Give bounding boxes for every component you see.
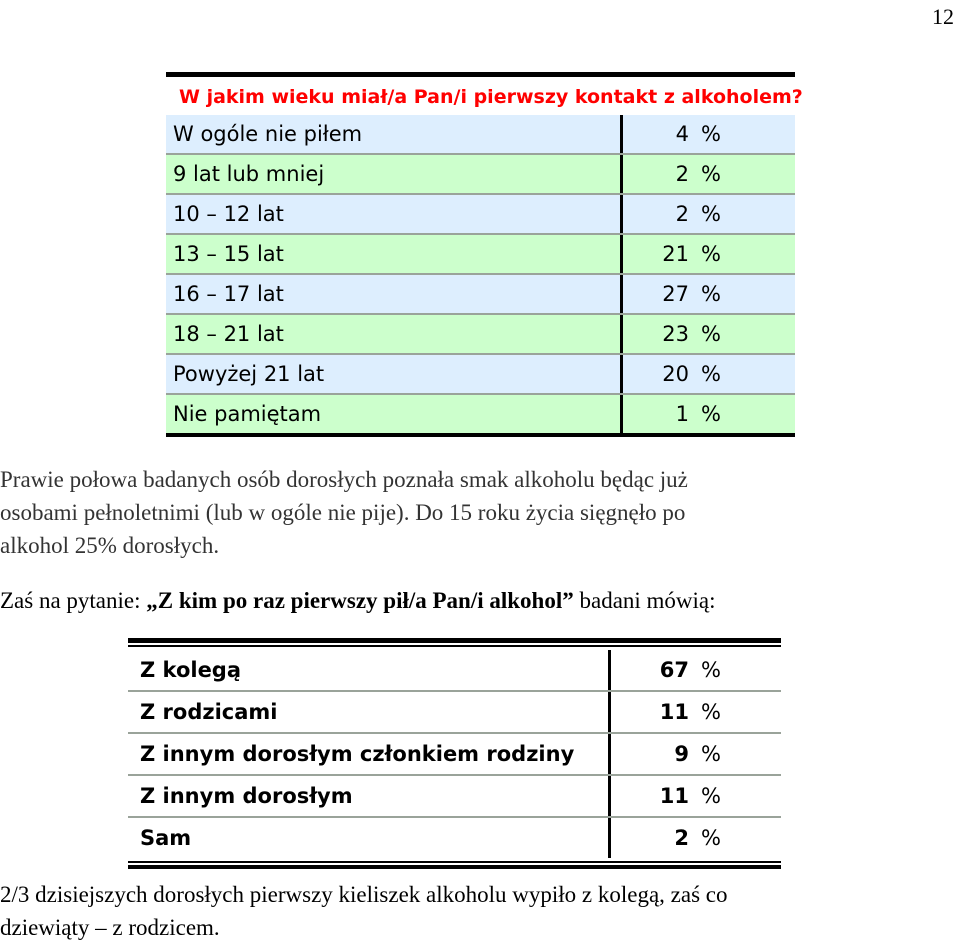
row-value: 9: [674, 742, 689, 766]
row-value: 20: [662, 362, 689, 386]
table-bottom-border: [128, 865, 781, 869]
table-row: [166, 355, 795, 395]
row-label: Sam: [128, 818, 611, 858]
table-row: [128, 734, 781, 776]
row-unit: %: [701, 362, 721, 386]
paragraph-line: 2/3 dzisiejszych dorosłych pierwszy kieliszek alkoholu wypiło z kolegą, zaś co: [0, 882, 728, 907]
row-value: 67: [659, 658, 689, 682]
paragraph-line: Prawie połowa badanych osób dorosłych poznała smak alkoholu będąc już: [0, 467, 688, 492]
row-label: Z innym dorosłym: [128, 776, 611, 816]
table-row: [128, 818, 781, 858]
table-row: [128, 776, 781, 818]
row-label: Z rodzicami: [128, 692, 611, 732]
table-body: [166, 115, 795, 433]
row-value: 4: [675, 122, 689, 146]
table-row: [166, 275, 795, 315]
row-label: W ogóle nie piłem: [166, 115, 623, 153]
table-title: W jakim wieku miał/a Pan/i pierwszy kontakt z alkoholem?: [166, 77, 795, 115]
paragraph-age-summary: [0, 463, 960, 562]
question-prefix: Zaś na pytanie:: [0, 588, 147, 613]
row-value: 11: [659, 700, 689, 724]
row-value: 21: [662, 242, 689, 266]
table-bottom-border: [166, 433, 795, 437]
row-unit: %: [701, 322, 721, 346]
row-unit: %: [701, 202, 721, 226]
paragraph-company-summary: [0, 878, 960, 944]
row-value: 1: [675, 402, 689, 426]
row-unit: %: [701, 700, 721, 724]
paragraph-line: osobami pełnoletnimi (lub w ogóle nie pije). Do 15 roku życia sięgnęło po: [0, 500, 686, 525]
row-label: Powyżej 21 lat: [166, 355, 623, 393]
table-top-border: [128, 638, 781, 643]
table-row: [166, 395, 795, 433]
table-row: [166, 115, 795, 155]
row-unit: %: [701, 784, 721, 808]
question-bold: „Z kim po raz pierwszy pił/a Pan/i alkohol”: [146, 588, 574, 613]
row-unit: %: [701, 402, 721, 426]
question-suffix: badani mówią:: [573, 588, 716, 613]
row-unit: %: [701, 242, 721, 266]
table-row: [128, 650, 781, 692]
row-value: 2: [675, 162, 689, 186]
table-row: [166, 315, 795, 355]
table-top-border-inner: [128, 645, 781, 647]
table-body: [128, 650, 781, 858]
row-unit: %: [701, 122, 721, 146]
row-label: Z innym dorosłym członkiem rodziny: [128, 734, 611, 774]
row-label: Z kolegą: [128, 650, 611, 690]
row-unit: %: [701, 742, 721, 766]
row-label: 10 – 12 lat: [166, 195, 623, 233]
row-unit: %: [701, 658, 721, 682]
table-row: [128, 692, 781, 734]
row-unit: %: [701, 282, 721, 306]
row-value: 2: [674, 826, 689, 850]
table-row: [166, 155, 795, 195]
row-label: 9 lat lub mniej: [166, 155, 623, 193]
table-row: [166, 195, 795, 235]
row-unit: %: [701, 826, 721, 850]
row-label: 16 – 17 lat: [166, 275, 623, 313]
age-first-contact-table: [166, 72, 803, 437]
row-value: 27: [662, 282, 689, 306]
row-value: 11: [659, 784, 689, 808]
row-label: 13 – 15 lat: [166, 235, 623, 273]
row-value: 23: [662, 322, 689, 346]
table-row: [166, 235, 795, 275]
paragraph-line: dziewiąty – z rodzicem.: [0, 915, 220, 940]
row-label: 18 – 21 lat: [166, 315, 623, 353]
question-text: [0, 588, 716, 614]
page-number: 12: [932, 4, 954, 29]
first-drink-company-table: [128, 638, 781, 869]
row-unit: %: [701, 162, 721, 186]
row-label: Nie pamiętam: [166, 395, 623, 433]
row-value: 2: [675, 202, 689, 226]
table-bottom-border-inner: [128, 861, 781, 863]
paragraph-line: alkohol 25% dorosłych.: [0, 533, 220, 558]
